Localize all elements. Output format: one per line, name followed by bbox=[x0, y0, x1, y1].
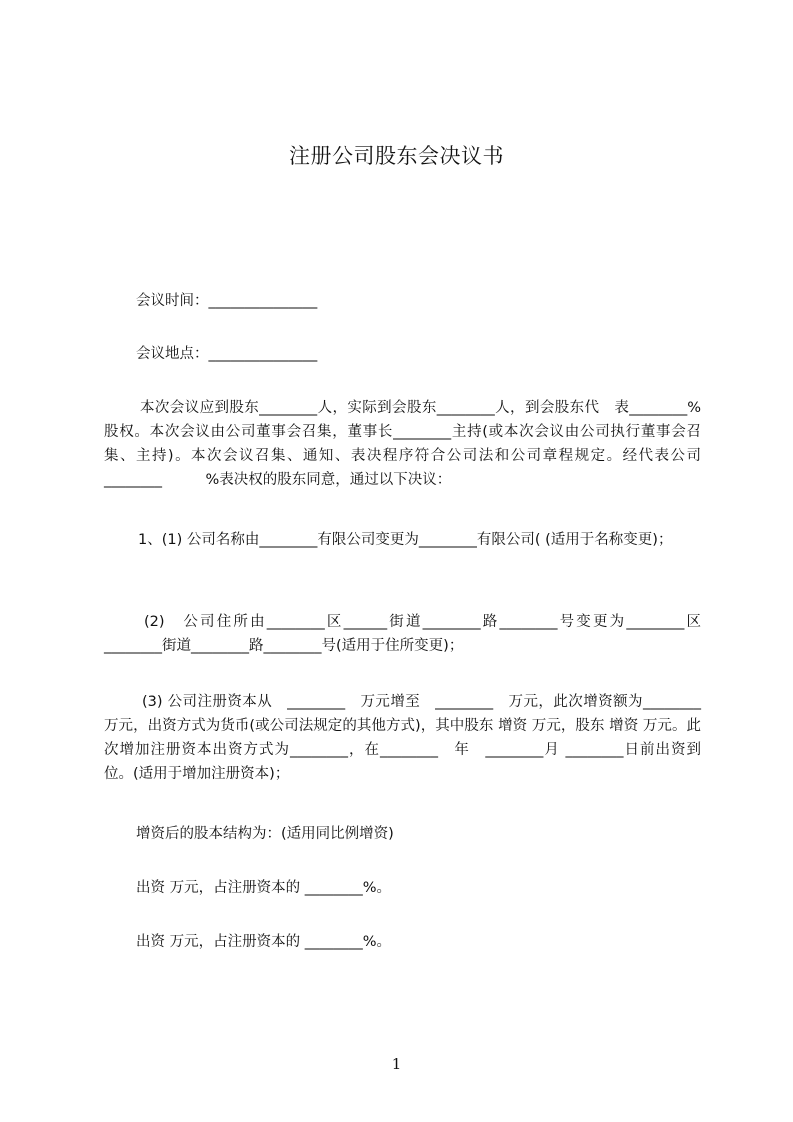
meeting-place-line: 会议地点：_______________ bbox=[136, 346, 318, 362]
meeting-time-line: 会议时间：_______________ bbox=[136, 293, 318, 309]
document-title: 注册公司股东会决议书 bbox=[289, 144, 504, 168]
resolution-capital-increase: (3) 公司注册资本从 ________ 万元增至 ________ 万元，此次增资额为________ 万元，出资方式为货币(或公司法规定的其他方式)，其中股东 增资 万元，股东 增资 万元。此次增加注册资本出资方式为________，在________ 年 ________月 ________日前出资到位。(适用于增加注册资本)； bbox=[104, 694, 716, 782]
intro-paragraph: 本次会议应到股东________人，实际到会股东________人，到会股东代 表________%股权。本次会议由公司董事会召集，董事长________主持(或本次会议由公司执行董事会召集、主持)。本次会议召集、通知、表决程序符合公司法和公司章程规定。经代表公司________ %表决权的股东同意，通过以下决议： bbox=[104, 400, 701, 488]
contribution-line-2: 出资 万元，占注册资本的 ________%。 bbox=[136, 934, 391, 950]
resolution-name-change: 1、(1) 公司名称由________有限公司变更为________有限公司( (适用于名称变更)； bbox=[138, 532, 673, 548]
resolution-address-change: (2) 公司住所由________区______街道________路________号变更为________区________街道________路________号(适用于住所变更)； bbox=[104, 614, 701, 654]
share-structure-heading: 增资后的股本结构为：(适用同比例增资) bbox=[136, 826, 394, 842]
page-number: 1 bbox=[391, 1055, 402, 1073]
contribution-line-1: 出资 万元，占注册资本的 ________%。 bbox=[136, 880, 391, 896]
